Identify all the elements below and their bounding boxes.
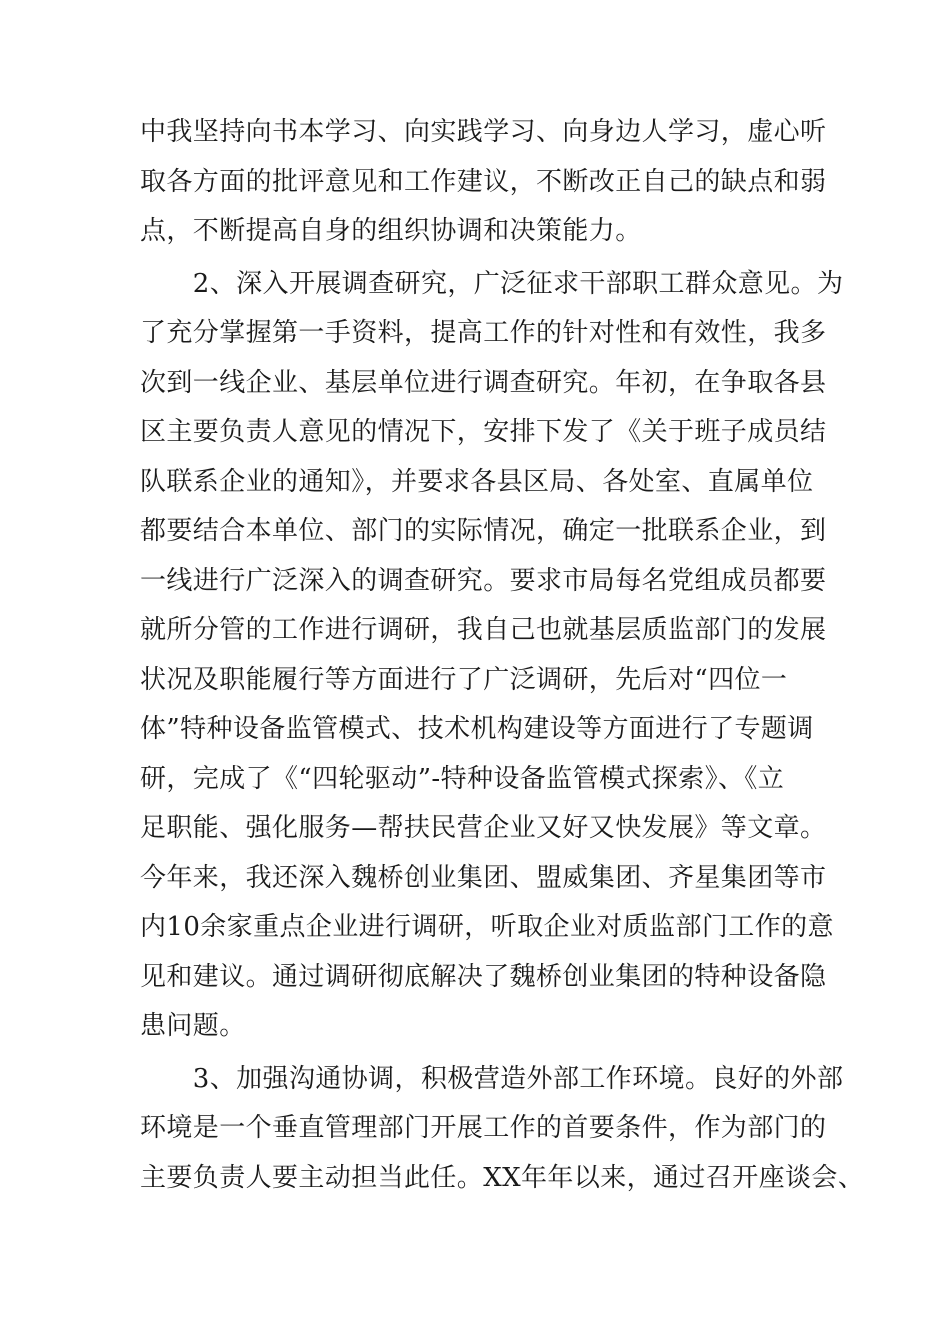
text-line: 主要负责人要主动担当此任。XX年年以来，通过召开座谈会、 [140,1162,865,1193]
text-line: 环境是一个垂直管理部门开展工作的首要条件，作为部门的 [140,1113,827,1143]
text-line: 足职能、强化服务—帮扶民营企业又好又快发展》等文章。 [140,813,827,843]
text-line: 见和建议。通过调研彻底解决了魏桥创业集团的特种设备隐 [140,961,827,992]
document-body [140,108,865,1203]
text-line: 患问题。 [140,1011,246,1041]
text-line: 中我坚持向书本学习、向实践学习、向身边人学习，虚心听 [140,117,827,147]
text-line: 区主要负责人意见的情况下，安排下发了《关于班子成员结 [140,417,827,447]
text-line: 就所分管的工作进行调研，我自己也就基层质监部门的发展 [140,615,827,645]
text-line: 都要结合本单位、部门的实际情况，确定一批联系企业，到 [140,516,827,546]
text-line: 点，不断提高自身的组织协调和决策能力。 [140,216,642,246]
text-line: 状况及职能履行等方面进行了广泛调研，先后对“四位一 [140,664,788,695]
text-line: 了充分掌握第一手资料，提高工作的针对性和有效性，我多 [140,318,827,348]
text-line: 次到一线企业、基层单位进行调查研究。年初，在争取各县 [140,367,827,398]
text-line: 研，完成了《“四轮驱动”-特种设备监管模式探索》、《立 [140,763,785,794]
text-line: 一线进行广泛深入的调查研究。要求市局每名党组成员都要 [140,565,827,596]
text-line: 取各方面的批评意见和工作建议，不断改正自己的缺点和弱 [140,166,827,197]
text-line: 内10余家重点企业进行调研，听取企业对质监部门工作的意 [140,912,834,942]
text-line: 队联系企业的通知》，并要求各县区局、各处室、直属单位 [140,466,814,497]
text-line: 今年来，我还深入魏桥创业集团、盟威集团、齐星集团等市 [140,862,827,893]
paragraph-2-start: 2、深入开展调查研究，广泛征求干部职工群众意见。为 [140,268,844,299]
paragraph-3-start: 3、加强沟通协调，积极营造外部工作环境。良好的外部 [140,1063,844,1094]
text-line: 体”特种设备监管模式、技术机构建设等方面进行了专题调 [140,714,814,744]
